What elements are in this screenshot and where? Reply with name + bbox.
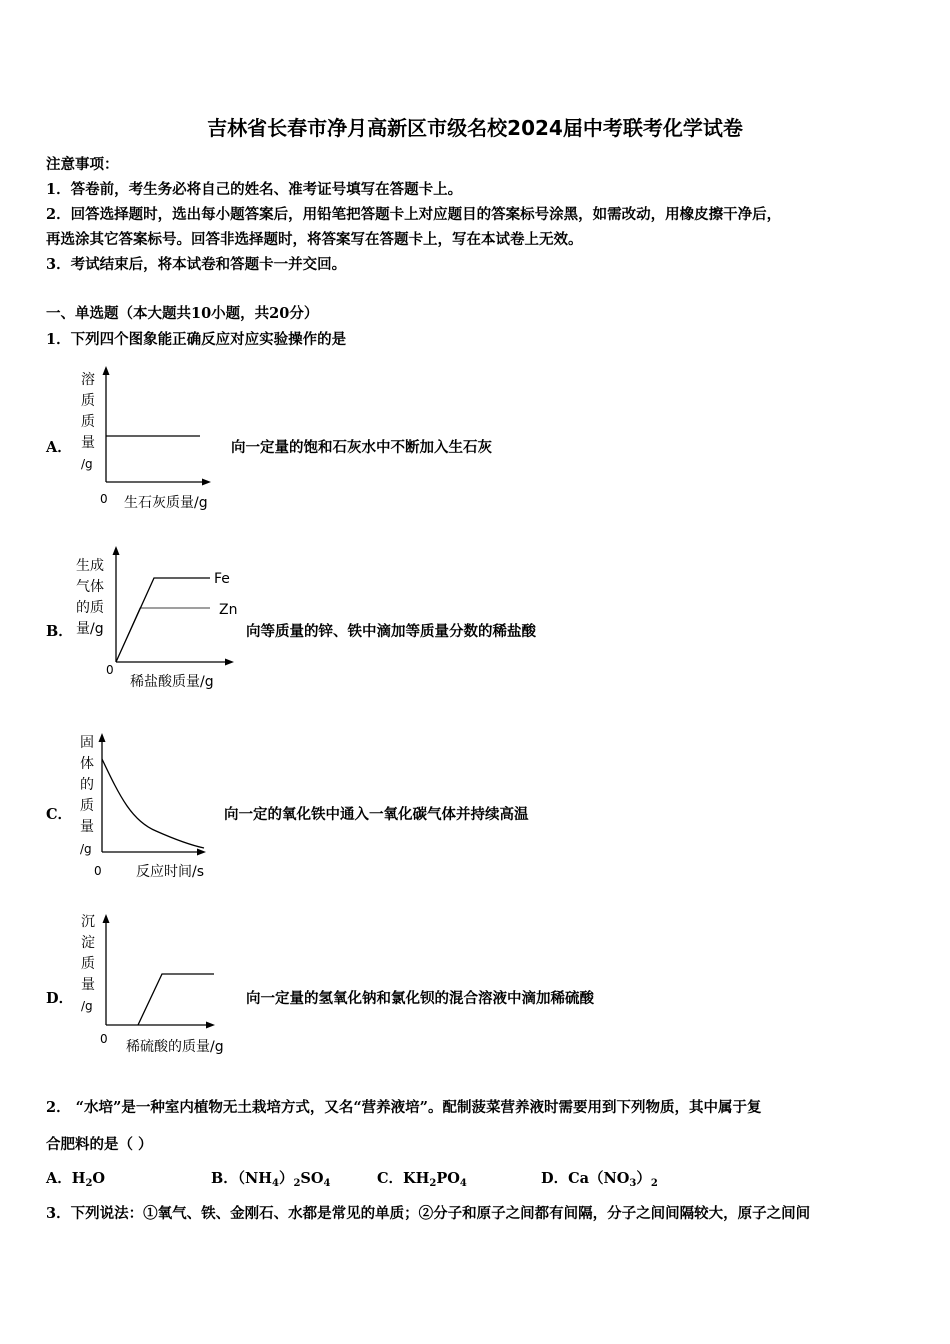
y-axis-char: 量	[80, 819, 94, 835]
q2-option-c: C．$KH_2PO_4$	[377, 1170, 467, 1189]
y-axis-row: 气体	[76, 579, 104, 595]
question-2-line-1: 2． “水培”是一种室内植物无土栽培方式，又名“营养液培”。配制菠菜营养液时需要用到下列物质，其中属于复	[46, 1099, 762, 1116]
q1-option-b-description: 向等质量的锌、铁中滴加等质量分数的稀盐酸	[246, 623, 536, 640]
q1-option-d-description: 向一定量的氢氧化钠和氯化钡的混合溶液中滴加稀硫酸	[246, 990, 594, 1007]
q2-option-a: A．$H_2O$	[46, 1170, 106, 1189]
q1-option-d-graph	[74, 908, 249, 1058]
x-axis-arrow	[197, 849, 206, 856]
x-axis-arrow	[202, 479, 211, 486]
y-axis-unit: /g	[81, 457, 93, 471]
notice-item-1: 1．答卷前，考生务必将自己的姓名、准考证号填写在答题卡上。	[46, 181, 463, 198]
q1-option-c-description: 向一定的氧化铁中通入一氧化碳气体并持续高温	[224, 806, 529, 823]
y-axis-char: 质	[81, 393, 95, 409]
y-axis-unit: /g	[81, 999, 93, 1013]
y-axis-arrow	[103, 366, 110, 375]
series-zn-line	[116, 608, 210, 662]
notice-item-2-line-1: 2．回答选择题时，选出每小题答案后，用铅笔把答题卡上对应题目的答案标号涂黑，如需改动，用橡皮擦干净后，	[46, 206, 782, 223]
origin-label: 0	[100, 492, 108, 506]
x-axis-arrow	[206, 1022, 215, 1029]
q1-option-c-letter: C．	[46, 806, 73, 823]
x-axis-arrow	[225, 659, 234, 666]
q1-option-a-letter: A．	[46, 439, 72, 456]
y-axis-char: 体	[80, 756, 94, 772]
question-3-line-1: 3．下列说法：①氧气、铁、金刚石、水都是常见的单质；②分子和原子之间都有间隔，分子之间间隔较大，原子之间间	[46, 1205, 811, 1222]
origin-label: 0	[100, 1032, 108, 1046]
notice-item-2-line-2: 再选涂其它答案标号。回答非选择题时，将答案写在答题卡上，写在本试卷上无效。	[46, 231, 583, 248]
notice-heading: 注意事项：	[46, 156, 119, 173]
origin-label: 0	[106, 663, 114, 677]
y-axis-char: 的	[80, 777, 94, 793]
y-axis-row: 生成	[76, 558, 104, 574]
series-zn-label: Zn	[219, 602, 238, 618]
q1-option-a-description: 向一定量的饱和石灰水中不断加入生石灰	[231, 439, 492, 456]
y-axis-char: 固	[80, 735, 94, 751]
question-2-line-2: 合肥料的是（ ）	[46, 1136, 153, 1153]
series-fe-line	[116, 578, 210, 662]
y-axis-row: 量/g	[76, 621, 104, 637]
q1-option-a-graph	[74, 362, 234, 517]
q1-option-d-letter: D．	[46, 990, 74, 1007]
x-axis-label: 稀硫酸的质量/g	[126, 1039, 224, 1055]
x-axis-label: 反应时间/s	[136, 864, 205, 880]
y-axis-char: 量	[81, 977, 95, 993]
y-axis-unit: /g	[80, 842, 92, 856]
y-axis-char: 淀	[81, 935, 95, 951]
series-fe-label: Fe	[214, 571, 230, 587]
x-axis-label: 稀盐酸质量/g	[130, 674, 214, 690]
page-title: 吉林省长春市净月高新区市级名校2024届中考联考化学试卷	[207, 116, 743, 140]
y-axis-char: 质	[81, 414, 95, 430]
q2-option-b: B．$(NH_4)_2SO_4$	[211, 1170, 331, 1189]
y-axis-arrow	[103, 914, 110, 923]
x-axis-label: 生石灰质量/g	[124, 495, 208, 511]
q2-option-d: D．$Ca(NO_3)_2$	[541, 1170, 658, 1189]
y-axis-char: 质	[81, 956, 95, 972]
data-line	[138, 974, 214, 1025]
origin-label: 0	[94, 864, 102, 878]
question-1-stem: 1．下列四个图象能正确反应对应实验操作的是	[46, 331, 347, 348]
q1-option-c-graph	[74, 727, 234, 887]
y-axis-char: 量	[81, 435, 95, 451]
data-curve	[102, 759, 204, 848]
y-axis-char: 质	[80, 798, 94, 814]
y-axis-arrow	[99, 733, 106, 742]
y-axis-row: 的质	[76, 600, 104, 616]
notice-item-3: 3．考试结束后，将本试卷和答题卡一并交回。	[46, 256, 347, 273]
q1-option-b-graph	[74, 540, 249, 695]
section-heading: 一、单选题（本大题共10小题，共20分）	[46, 305, 319, 322]
y-axis-char: 沉	[81, 914, 95, 930]
y-axis-char: 溶	[81, 372, 95, 388]
y-axis-arrow	[113, 546, 120, 555]
q1-option-b-letter: B．	[46, 623, 73, 640]
